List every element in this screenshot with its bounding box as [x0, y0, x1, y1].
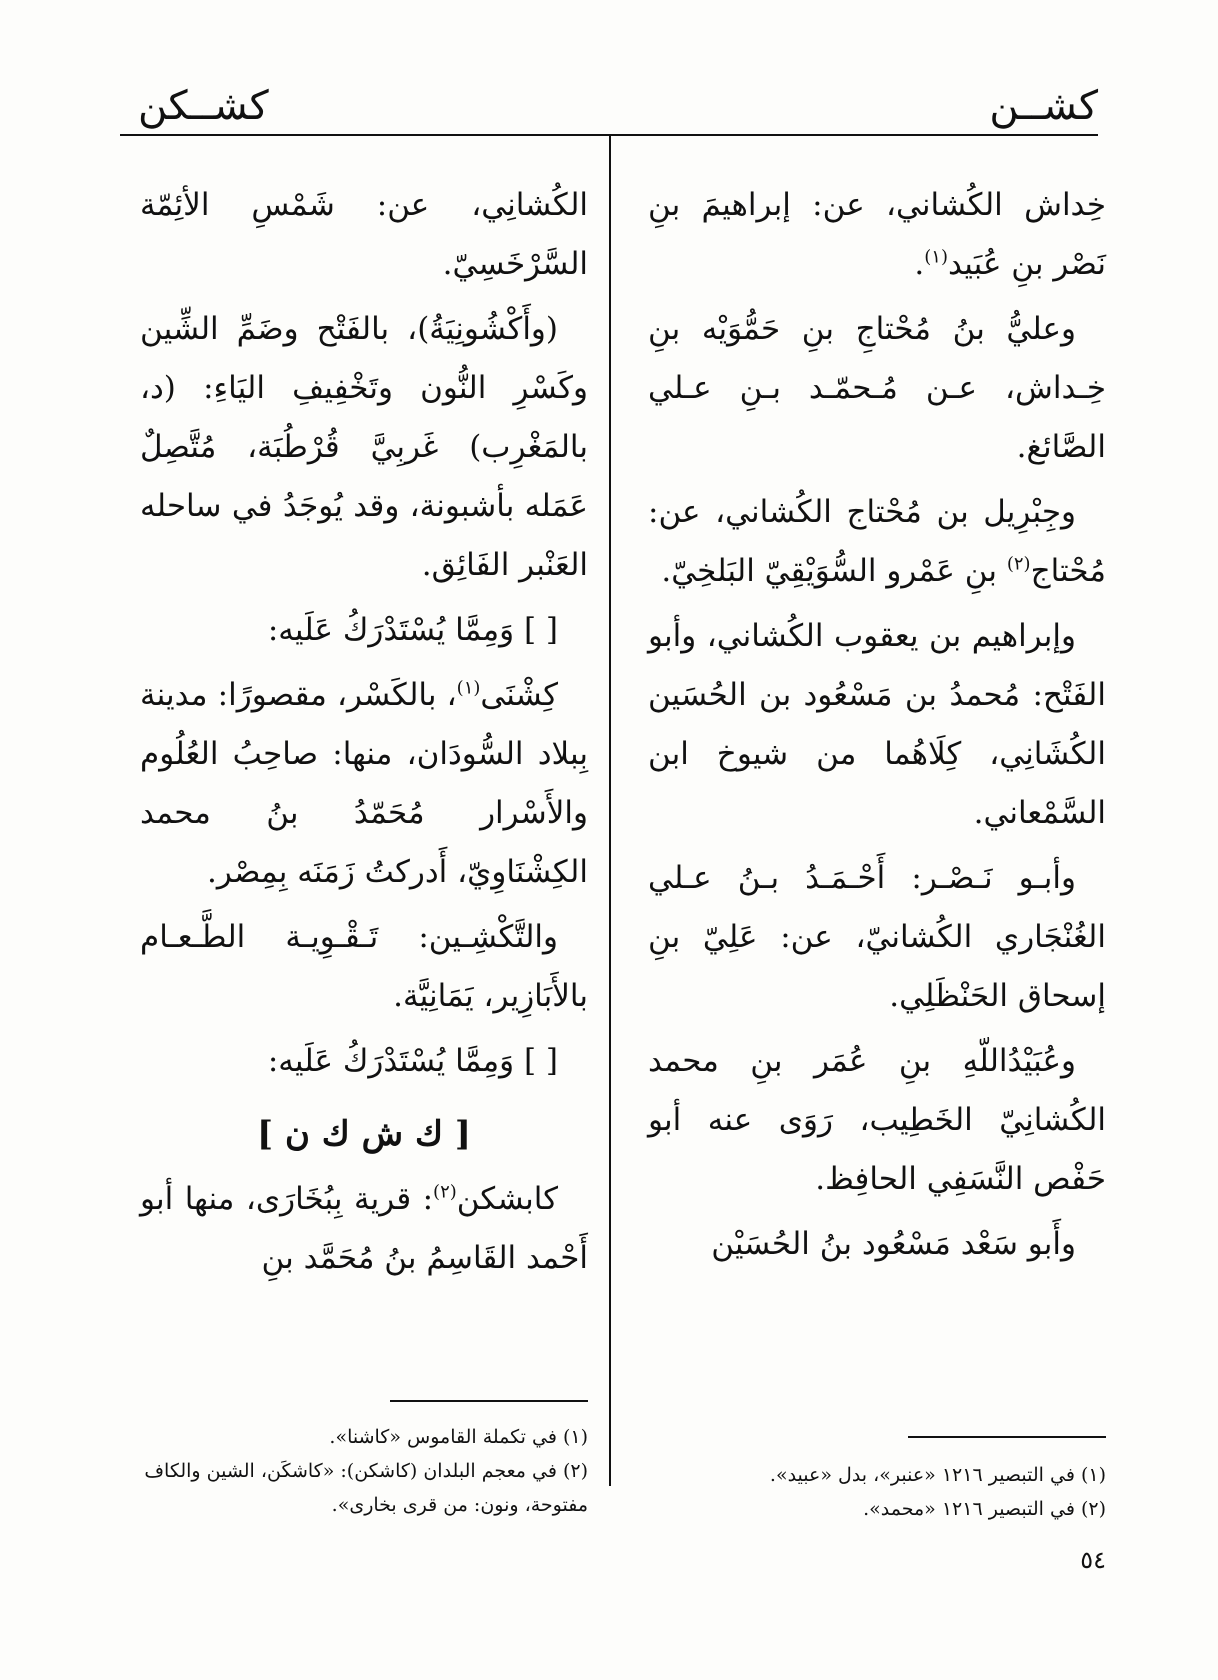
footnote-rule-right: [908, 1436, 1106, 1438]
header-right-word: كشــن: [989, 83, 1098, 129]
footnotes-left: [140, 1420, 588, 1522]
footnote: (١) في تكملة القاموس «كاشنا».: [329, 1426, 588, 1448]
entry-paragraph: كِشْنَى$^{(١)}$، بالكَسْر، مقصورًا: مدينة بِبلاد السُّودَان، منها: صاحِبُ العُلُوم والأَسْرار مُحَمّدُ بنُ محمد الكِشْنَاوِيّ، أَدركتُ زَمَنَه بِمِصْر.: [140, 677, 588, 890]
entry-paragraph: والتَّكْشِـين: تَـقْـوِيـة الطَّـعـام بالأَبَازِير، يَمَانِيَّة.: [140, 919, 588, 1014]
footnote-mark: (٢): [433, 1181, 457, 1203]
footnote: (٢) في التبصير ١٢١٦ «محمد».: [863, 1498, 1106, 1520]
entry-paragraph: وإبراهيم بن يعقوب الكُشاني، وأبو الفَتْح: مُحمدُ بن مَسْعُود بن الحُسَين الكُشَانِي، كِلَاهُما من شيوخ ابن السَّمْعاني.: [648, 618, 1106, 831]
entry-paragraph: (وأَكْشُونِيَةُ)، بالفَتْح وضَمِّ الشِّين وكَسْرِ النُّون وتَخْفِيفِ اليَاءِ: (د، بالمَغْرِب) غَربِيَّ قُرْطُبَة، مُتَّصِلٌ عَمَله بأشبونة، وقد يُوجَدُ في ساحله العَنْبر الفَائِق.: [140, 311, 588, 583]
column-divider: [609, 134, 611, 1486]
left-column: [140, 176, 588, 1294]
footnote-mark: (٢): [1006, 553, 1031, 575]
footnote-mark: (١): [924, 246, 948, 268]
entry-paragraph: وجِبْرِيل بن مُحْتاج الكُشاني، عن: مُحْتاج$^{(٢)}$ بنِ عَمْرو السُّوَيْقِيّ البَلخِيّ.: [648, 494, 1106, 589]
footnotes-right: [648, 1458, 1106, 1526]
entry-paragraph: كابشكن$^{(٢)}$: قرية بِبُخَارَى، منها أبو أَحْمد القَاسِمُ بنُ مُحَمَّد بنِ: [140, 1181, 588, 1276]
footnote: (١) في التبصير ١٢١٦ «عنبر»، بدل «عبيد».: [769, 1464, 1106, 1486]
footnote-rule-left: [390, 1400, 588, 1402]
header-left-word: كشــكن: [138, 83, 269, 129]
entry-paragraph: وأبـو نَـصْـر: أَحْـمَـدُ بـنُ عـلي الغُنْجَاري الكُشانيّ، عن: عَلِيّ بنِ إسحاق الحَنْظَلِي.: [648, 860, 1106, 1014]
root-heading: [ ك ش ك ن ]: [257, 1114, 471, 1154]
right-column: [648, 176, 1106, 1280]
entry-paragraph: وعليُّ بنُ مُحْتاجِ بنِ حَمُّوَيْه بنِ خِـداش، عـن مُـحمّـد بـنِ عـلي الصَّائغ.: [648, 311, 1106, 465]
footnote-mark: (١): [456, 677, 481, 699]
addendum-note: [ ] وَمِمَّا يُسْتَدْرَكُ عَلَيه:: [267, 1043, 558, 1079]
entry-paragraph: وأَبو سَعْد مَسْعُود بنُ الحُسَيْن: [711, 1226, 1076, 1262]
addendum-note: [ ] وَمِمَّا يُسْتَدْرَكُ عَلَيه:: [267, 612, 558, 648]
entry-paragraph: خِداش الكُشاني، عن: إبراهيمَ بنِ نَصْر بنِ عُبَيد$^{(١)}$.: [648, 187, 1106, 282]
page-number: ٥٤: [1080, 1546, 1106, 1574]
entry-paragraph: وعُبَيْدُاللّهِ بنِ عُمَر بنِ محمد الكُشانِيّ الخَطِيب، رَوَى عنه أبو حَفْص النَّسَفِي الحافِظ.: [648, 1043, 1106, 1197]
entry-paragraph: الكُشانِي، عن: شَمْسِ الأئِمّة السَّرْخَسِيّ.: [140, 187, 588, 282]
footnote: (٢) في معجم البلدان (كاشكن): «كاشكَن، الشين والكاف مفتوحة، ونون: من قرى بخارى».: [144, 1460, 588, 1516]
running-header: [120, 60, 1098, 136]
